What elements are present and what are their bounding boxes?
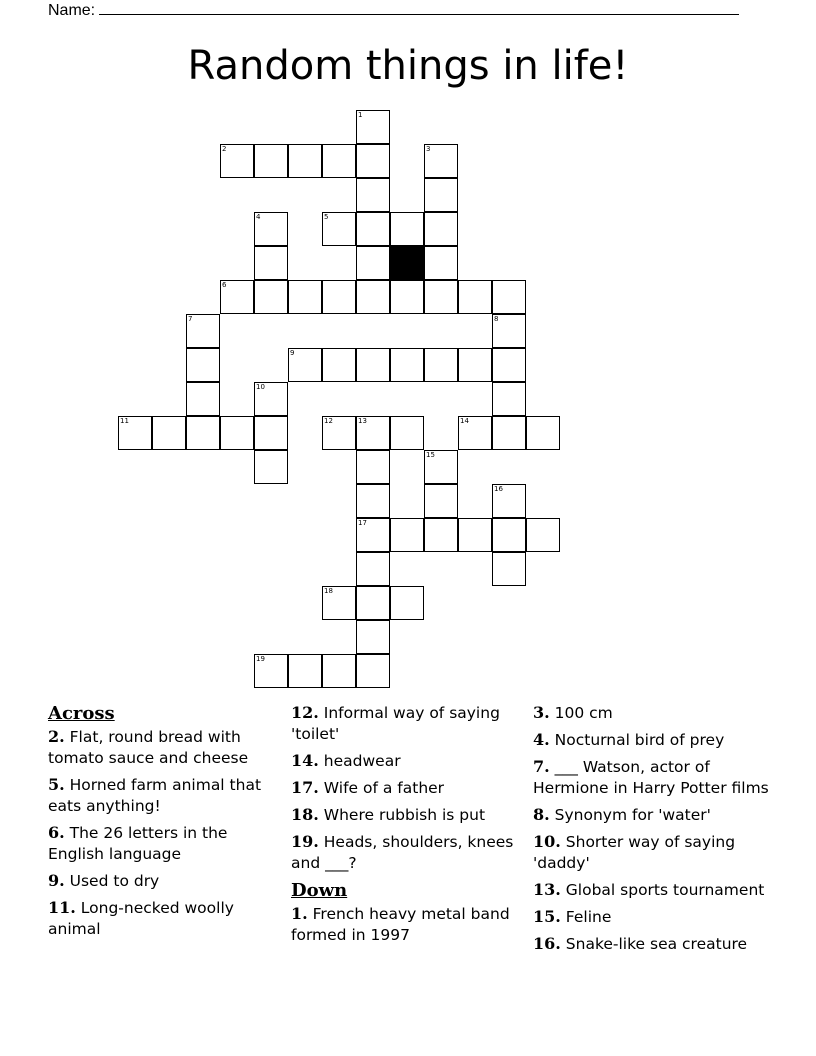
grid-cell[interactable] — [118, 416, 152, 450]
grid-cell[interactable] — [254, 144, 288, 178]
across-heading: Across — [48, 703, 115, 724]
grid-cell[interactable] — [356, 280, 390, 314]
clue-number: 11 — [120, 417, 129, 425]
clue-number: 15 — [426, 451, 435, 459]
grid-cell[interactable] — [322, 654, 356, 688]
grid-cell[interactable] — [288, 144, 322, 178]
grid-cell[interactable] — [492, 382, 526, 416]
grid-cell[interactable] — [356, 416, 390, 450]
clue-number: 10 — [256, 383, 265, 391]
grid-cell[interactable] — [322, 416, 356, 450]
grid-cell[interactable] — [356, 348, 390, 382]
grid-cell[interactable] — [254, 212, 288, 246]
grid-cell[interactable] — [356, 212, 390, 246]
grid-cell[interactable] — [254, 280, 288, 314]
grid-cell[interactable] — [186, 314, 220, 348]
grid-cell[interactable] — [356, 450, 390, 484]
grid-cell[interactable] — [356, 552, 390, 586]
grid-cell[interactable] — [424, 144, 458, 178]
grid-cell[interactable] — [526, 416, 560, 450]
clue-number: 1 — [358, 111, 363, 119]
grid-cell[interactable] — [322, 280, 356, 314]
down-heading: Down — [291, 880, 348, 901]
grid-cell[interactable] — [186, 348, 220, 382]
grid-cell[interactable] — [390, 416, 424, 450]
clue-number: 3 — [426, 145, 431, 153]
grid-cell[interactable] — [220, 416, 254, 450]
grid-cell[interactable] — [254, 246, 288, 280]
clue-across-18: 18. Where rubbish is put — [291, 805, 486, 824]
grid-cell[interactable] — [356, 484, 390, 518]
grid-cell[interactable] — [322, 348, 356, 382]
grid-cell[interactable] — [220, 280, 254, 314]
grid-cell[interactable] — [254, 654, 288, 688]
clue-number: 7 — [188, 315, 193, 323]
grid-cell[interactable] — [152, 416, 186, 450]
black-cell — [390, 246, 424, 280]
clue-down-15: 15. Feline — [533, 907, 612, 926]
grid-cell[interactable] — [492, 280, 526, 314]
grid-cell[interactable] — [492, 314, 526, 348]
clue-number: 12 — [324, 417, 333, 425]
grid-cell[interactable] — [390, 280, 424, 314]
clue-number: 13 — [358, 417, 367, 425]
clue-number: 8 — [494, 315, 499, 323]
grid-cell[interactable] — [424, 212, 458, 246]
grid-cell[interactable] — [424, 484, 458, 518]
grid-cell[interactable] — [424, 178, 458, 212]
clue-across-19: 19. Heads, shoulders, knees and ___? — [291, 832, 514, 872]
grid-cell[interactable] — [492, 348, 526, 382]
clue-number: 16 — [494, 485, 503, 493]
grid-cell[interactable] — [424, 246, 458, 280]
grid-cell[interactable] — [492, 518, 526, 552]
grid-cell[interactable] — [390, 586, 424, 620]
grid-cell[interactable] — [356, 654, 390, 688]
grid-cell[interactable] — [356, 518, 390, 552]
grid-cell[interactable] — [288, 654, 322, 688]
clue-across-2: 2. Flat, round bread with tomato sauce and cheese — [48, 727, 249, 767]
clue-across-12: 12. Informal way of saying 'toilet' — [291, 703, 500, 743]
grid-cell[interactable] — [492, 552, 526, 586]
clue-down-1: 1. French heavy metal band formed in 1997 — [291, 904, 510, 944]
clue-column-1 — [48, 702, 280, 945]
grid-cell[interactable] — [424, 518, 458, 552]
grid-cell[interactable] — [458, 518, 492, 552]
clue-number: 5 — [324, 213, 329, 221]
clue-column-3 — [533, 702, 783, 960]
clue-down-16: 16. Snake-like sea creature — [533, 934, 748, 953]
grid-cell[interactable] — [424, 280, 458, 314]
clue-down-7: 7. ___ Watson, actor of Hermione in Harry Potter films — [533, 757, 769, 797]
clue-down-3: 3. 100 cm — [533, 703, 613, 722]
clue-across-5: 5. Horned farm animal that eats anything! — [48, 775, 262, 815]
clue-down-10: 10. Shorter way of saying 'daddy' — [533, 832, 736, 872]
clue-column-2 — [291, 702, 516, 951]
clue-number: 19 — [256, 655, 265, 663]
grid-cell[interactable] — [322, 212, 356, 246]
grid-cell[interactable] — [220, 144, 254, 178]
grid-cell[interactable] — [356, 110, 390, 144]
grid-cell[interactable] — [356, 144, 390, 178]
grid-cell[interactable] — [458, 280, 492, 314]
clue-number: 6 — [222, 281, 227, 289]
clue-down-4: 4. Nocturnal bird of prey — [533, 730, 725, 749]
clue-across-9: 9. Used to dry — [48, 871, 160, 890]
clue-number: 18 — [324, 587, 333, 595]
grid-cell[interactable] — [322, 144, 356, 178]
grid-cell[interactable] — [424, 348, 458, 382]
grid-cell[interactable] — [458, 416, 492, 450]
clue-number: 4 — [256, 213, 261, 221]
grid-cell[interactable] — [356, 246, 390, 280]
clue-down-13: 13. Global sports tournament — [533, 880, 765, 899]
name-label: Name: — [48, 2, 96, 19]
grid-cell[interactable] — [356, 620, 390, 654]
grid-cell[interactable] — [288, 280, 322, 314]
clue-number: 14 — [460, 417, 469, 425]
grid-cell[interactable] — [526, 518, 560, 552]
clue-number: 17 — [358, 519, 367, 527]
grid-cell[interactable] — [356, 178, 390, 212]
grid-cell[interactable] — [186, 382, 220, 416]
grid-cell[interactable] — [492, 416, 526, 450]
grid-cell[interactable] — [356, 586, 390, 620]
page-title: Random things in life! — [187, 43, 629, 89]
clue-number: 2 — [222, 145, 227, 153]
clue-across-17: 17. Wife of a father — [291, 778, 445, 797]
grid-cell[interactable] — [492, 484, 526, 518]
grid-cell[interactable] — [390, 212, 424, 246]
clue-down-8: 8. Synonym for 'water' — [533, 805, 711, 824]
grid-cell[interactable] — [424, 450, 458, 484]
grid-cell[interactable] — [390, 348, 424, 382]
grid-cell[interactable] — [254, 382, 288, 416]
clue-number: 9 — [290, 349, 295, 357]
grid-cell[interactable] — [254, 450, 288, 484]
clue-across-14: 14. headwear — [291, 751, 401, 770]
grid-cell[interactable] — [254, 416, 288, 450]
grid-cell[interactable] — [458, 348, 492, 382]
clue-across-11: 11. Long-necked woolly animal — [48, 898, 234, 938]
grid-cell[interactable] — [322, 586, 356, 620]
grid-cell[interactable] — [186, 416, 220, 450]
name-underline[interactable] — [99, 0, 739, 15]
clue-across-6: 6. The 26 letters in the English language — [48, 823, 228, 863]
name-line — [48, 0, 739, 20]
grid-cell[interactable] — [288, 348, 322, 382]
grid-cell[interactable] — [390, 518, 424, 552]
